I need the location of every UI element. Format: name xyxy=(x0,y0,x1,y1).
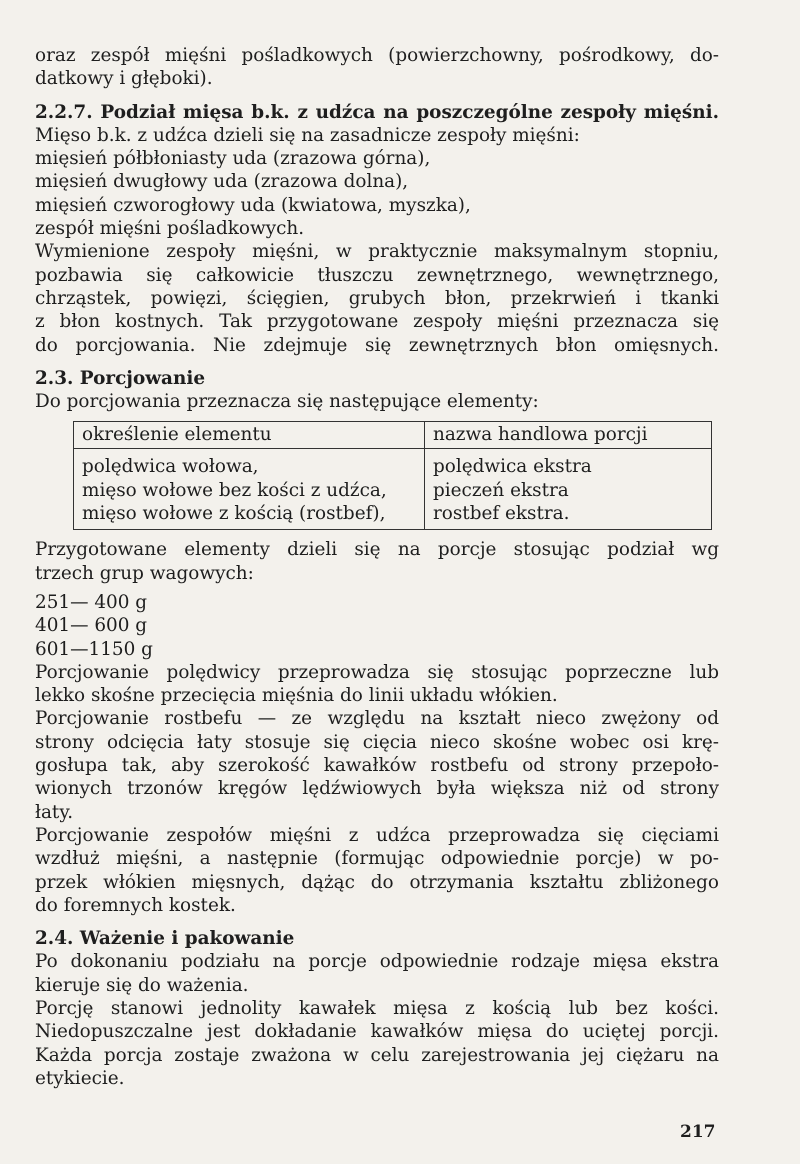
list-item: mięsień czworogłowy uda (kwiatowa, myszka), xyxy=(35,194,471,216)
intro-line: datkowy i głęboki). xyxy=(35,68,213,90)
text-line: Porcjowanie zespołów mięśni z udźca przeprowadza się cięciami xyxy=(35,824,719,846)
text-line: łaty. xyxy=(35,801,74,823)
text-line: Porcjowanie polędwicy przeprowadza się stosując poprzeczne lub xyxy=(35,661,719,683)
table-cell-line: polędwica ekstra xyxy=(433,456,592,478)
text-line: Porcjowanie rostbefu — ze względu na kształt nieco zwężony od xyxy=(35,708,719,730)
text-line: z błon kostnych. Tak przygotowane zespoły mięśni przeznacza się xyxy=(35,311,719,333)
text-line: Każda porcja zostaje zważona w celu zarejestrowania jej ciężaru na xyxy=(35,1044,719,1066)
text-line: Niedopuszczalne jest dokładanie kawałków mięsa do uciętej porcji. xyxy=(35,1021,719,1043)
text-line: chrząstek, powięzi, ścięgien, grubych błon, przekrwień i tkanki xyxy=(35,287,719,309)
text-line: gosłupa tak, aby szerokość kawałków rostbefu od strony przepoło- xyxy=(35,755,719,777)
elements-table xyxy=(73,421,712,530)
table-row xyxy=(74,449,712,530)
table-header-cell: nazwa handlowa porcji xyxy=(425,422,712,449)
list-item: mięsień dwugłowy uda (zrazowa dolna), xyxy=(35,171,409,193)
section-heading-2-4: 2.4. Ważenie i pakowanie xyxy=(35,928,295,950)
text-line: Do porcjowania przeznacza się następujące elementy: xyxy=(35,391,539,413)
text-line: Porcję stanowi jednolity kawałek mięsa z kością lub bez kości. xyxy=(35,997,719,1019)
text-line: do porcjowania. Nie zdejmuje się zewnętrznych błon omięsnych. xyxy=(35,334,719,356)
text-line: strony odcięcia łaty stosuje się cięcia nieco skośne wobec osi krę- xyxy=(35,731,719,753)
list-item: mięsień półbłoniasty uda (zrazowa górna), xyxy=(35,148,431,170)
text-line: pozbawia się całkowicie tłuszczu zewnętrznego, wewnętrznego, xyxy=(35,264,719,286)
text-line: wionych trzonów kręgów lędźwiowych była większa niż od strony xyxy=(35,778,719,800)
text-line: Wymienione zespoły mięśni, w praktycznie maksymalnym stopniu, xyxy=(35,241,719,263)
weight-range: 601—1150 g xyxy=(35,638,153,660)
section-heading-2-2-7: 2.2.7. Podział mięsa b.k. z udźca na poszczególne zespoły mięśni. xyxy=(35,101,719,123)
table-header-row xyxy=(74,422,712,449)
list-item: zespół mięśni pośladkowych. xyxy=(35,218,305,240)
table-cell xyxy=(425,449,712,530)
text-line: wzdłuż mięśni, a następnie (formując odpowiednie porcje) w po- xyxy=(35,848,719,870)
table-cell xyxy=(74,449,425,530)
page-number: 217 xyxy=(680,1122,716,1142)
text-line: Przygotowane elementy dzieli się na porcje stosując podział wg xyxy=(35,539,719,561)
table-cell-line: pieczeń ekstra xyxy=(433,479,569,501)
text-line: etykiecie. xyxy=(35,1067,125,1089)
text-line: przek włókien mięsnych, dążąc do otrzymania kształtu zbliżonego xyxy=(35,871,719,893)
text-line: Mięso b.k. z udźca dzieli się na zasadnicze zespoły mięśni: xyxy=(35,124,580,146)
text-line: trzech grup wagowych: xyxy=(35,562,254,584)
table-header-cell: określenie elementu xyxy=(74,422,425,449)
table-cell-line: mięso wołowe bez kości z udźca, xyxy=(82,479,387,501)
weight-range: 251— 400 g xyxy=(35,591,148,613)
table-cell-line: rostbef ekstra. xyxy=(433,503,570,525)
text-line: Po dokonaniu podziału na porcje odpowiednie rodzaje mięsa ekstra xyxy=(35,951,719,973)
intro-line: oraz zespół mięśni pośladkowych (powierzchowny, pośrodkowy, do- xyxy=(35,45,719,66)
table-cell-line: mięso wołowe z kością (rostbef), xyxy=(82,503,386,525)
section-heading-2-3: 2.3. Porcjowanie xyxy=(35,367,206,389)
text-line: lekko skośne przecięcia mięśnia do linii układu włókien. xyxy=(35,685,558,707)
table-cell-line: polędwica wołowa, xyxy=(82,456,259,478)
weight-range: 401— 600 g xyxy=(35,615,148,637)
text-line: do foremnych kostek. xyxy=(35,894,236,916)
page-content xyxy=(35,44,719,1090)
text-line: kieruje się do ważenia. xyxy=(35,974,249,996)
